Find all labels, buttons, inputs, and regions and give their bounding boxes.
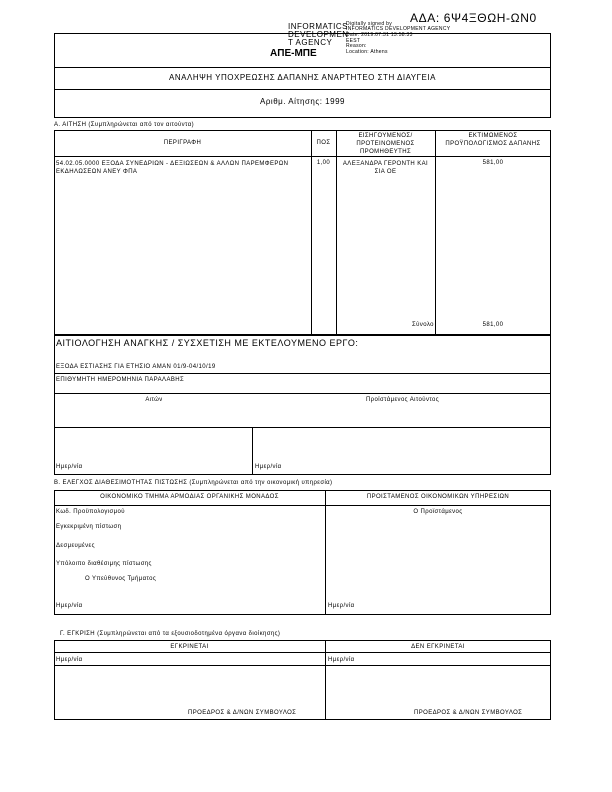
section-b-label: Β. ΕΛΕΓΧΟΣ ΔΙΑΘΕΣΙΜΟΤΗΤΑΣ ΠΙΣΤΩΣΗΣ (Συμπληρώνεται από την οικονομική υπηρεσία) [54,480,333,486]
signature-line: Date: 2019.07.31 13:58:33 [346,32,413,38]
section-a-label: Α. ΑΙΤΗΣΗ (Συμπληρώνεται από τον αιτούντα) [54,122,194,128]
date-label: Ημερ/νία [56,603,83,609]
signature-line: EEST [346,38,361,44]
justification-text: ΕΞΟΔΑ ΕΣΤΙΑΣΗΣ ΓΙΑ ΕΤΗΣΙΟ ΑΜΑΝ 01/9-04/10/19 [56,364,216,370]
finance-dept-header: ΟΙΚΟΝΟΜΙΚΟ ΤΜΗΜΑ ΑΡΜΟΔΙΑΣ ΟΡΓΑΝΙΚΗΣ ΜΟΝΑΔΟΣ [100,494,279,500]
row-description: 54.02.05.0000 ΕΞΟΔΑ ΣΥΝΕΔΡΙΩΝ - ΔΕΞΙΩΣΕΩΝ & ΑΛΛΩΝ ΠΑΡΕΜΦΕΡΩΝ ΕΚΔΗΛΩΣΕΩΝ ΑΝΕΥ ΦΠΑ [56,161,289,175]
budget-code-label: Κωδ. Προϋπολογισμού [56,509,125,515]
not-approved-label: ΔΕΝ ΕΓΚΡΙΝΕΤΑΙ [411,644,465,650]
justification-heading: ΑΙΤΙΟΛΟΓΗΣΗ ΑΝΑΓΚΗΣ / ΣΥΣΧΕΤΙΣΗ ΜΕ ΕΚΤΕΛΟΥΜΕΝΟ ΕΡΓΟ: [56,338,359,348]
signature-line: INFORMATICS DEVELOPMENT AGENCY [346,26,451,32]
agency-name-line: INFORMATICS [288,22,349,31]
justification-box [54,335,551,475]
form-code: ΑΠΕ-ΜΠΕ [270,48,317,59]
row-percent: 1,00 [316,160,331,166]
right-signer-label: Ο Προϊστάμενος [413,509,463,515]
available-balance-label: Υπόλοιπο διαθέσιμης πίστωσης [56,561,152,567]
agency-name-line: T AGENCY [288,38,333,47]
ada-number: ΑΔΑ: 6Ψ4ΞΘΩΗ-ΩΝ0 [410,11,537,25]
approver-signer-left: ΠΡΟΕΔΡΟΣ & Δ/ΝΩΝ ΣΥΜΒΟΥΛΟΣ [188,710,297,716]
header-percent: ΠΟΣ [316,140,331,146]
total-value: 581,00 [482,322,504,328]
delivery-date-label: ΕΠΙΘΥΜΗΤΗ ΗΜΕΡΟΜΗΝΙΑ ΠΑΡΑΛΑΒΗΣ [56,377,185,383]
row-beneficiary: ΑΛΕΞΑΝΔΡΑ ΓΕΡΟΝΤΗ ΚΑΙ ΣΙΑ ΟΕ [342,161,429,175]
date-label: Ημερ/νία [56,464,83,470]
approved-credit-label: Εγκεκριμένη πίστωση [56,524,122,530]
form-title: ΑΝΑΛΗΨΗ ΥΠΟΧΡΕΩΣΗΣ ΔΑΠΑΝΗΣ ΑΝΑΡΤΗΤΕΟ ΣΤΗ ΔΙΑΥΓΕΙΑ [169,73,436,82]
dept-head-label: Ο Υπεύθυνος Τμήματος [85,576,157,582]
section-c-label: Γ. ΕΓΚΡΙΣΗ (Συμπληρώνεται από τα εξουσιοδοτημένα όργανα διοίκησης) [60,631,281,637]
header-beneficiary: ΕΙΣΗΓΟΥΜΕΝΟΣ/ ΠΡΟΤΕΙΝΟΜΕΝΟΣ ΠΡΟΜΗΘΕΥΤΗΣ [356,133,415,155]
row-amount: 581,00 [482,160,504,166]
requester-label: Αιτών [145,397,163,403]
signature-line: Digitally signed by [346,21,392,27]
header-description: ΠΕΡΙΓΡΑΦΗ [163,140,202,146]
requester-head-label: Προϊστάμενος Αιτούντος [365,397,440,403]
date-label: Ημερ/νία [328,603,355,609]
finance-head-header: ΠΡΟΙΣΤΑΜΕΝΟΣ ΟΙΚΟΝΟΜΙΚΩΝ ΥΠΗΡΕΣΙΩΝ [366,494,510,500]
committed-label: Δεσμευμένες [56,543,95,549]
agency-name-line: DEVELOPMEN [288,30,349,39]
approved-label: ΕΓΚΡΙΝΕΤΑΙ [170,644,209,650]
date-label: Ημερ/νία [328,657,355,663]
approver-signer-right: ΠΡΟΕΔΡΟΣ & Δ/ΝΩΝ ΣΥΜΒΟΥΛΟΣ [414,710,523,716]
header-amount: ΕΚΤΙΜΩΜΕΝΟΣ ΠΡΟΫΠΟΛΟΓΙΣΜΟΣ ΔΑΠΑΝΗΣ [445,133,541,147]
date-label: Ημερ/νία [255,464,282,470]
signature-line: Reason: [346,43,367,49]
signature-line: Location: Athens [346,49,388,55]
date-label: Ημερ/νία [56,657,83,663]
request-number: Αριθμ. Αίτησης: 1999 [260,97,345,106]
total-label: Σύνολο [412,322,434,328]
